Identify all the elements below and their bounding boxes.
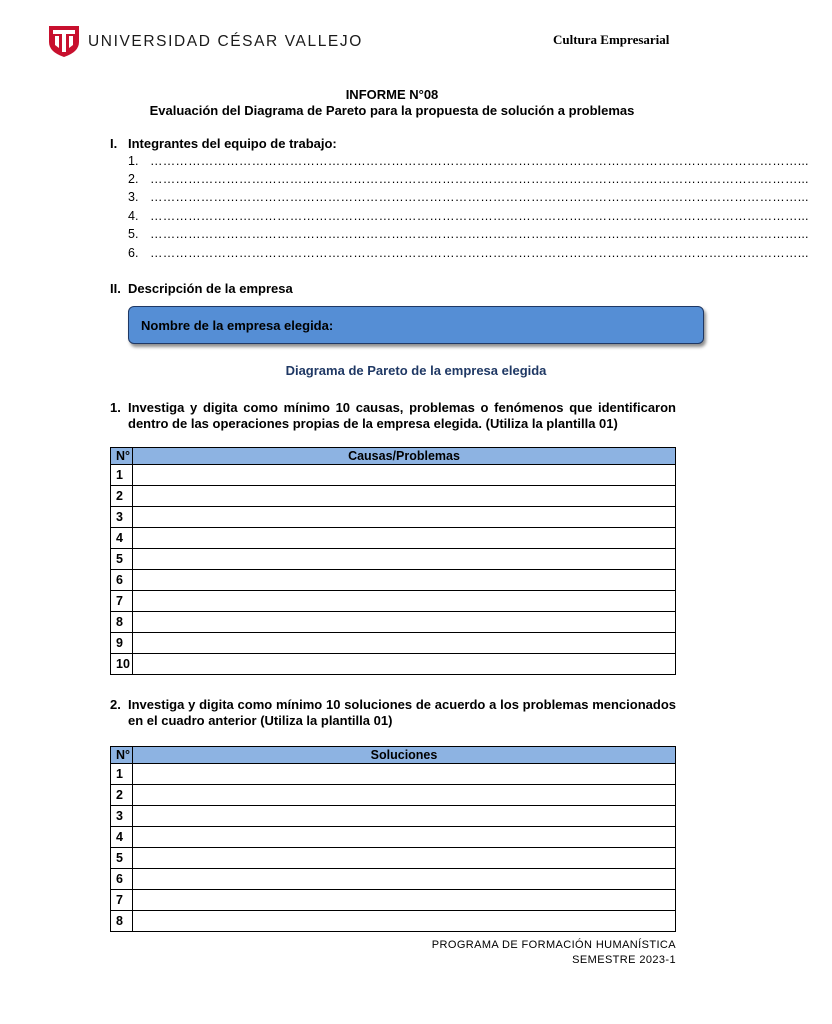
- row-number: 7: [111, 890, 133, 911]
- university-logo-icon: [48, 24, 80, 58]
- row-entry-cell[interactable]: [133, 806, 676, 827]
- member-number: 2.: [128, 172, 139, 186]
- row-entry-cell[interactable]: [133, 570, 676, 591]
- university-name: UNIVERSIDAD CÉSAR VALLEJO: [88, 33, 363, 50]
- section-numeral: I.: [110, 136, 118, 151]
- row-number: 5: [111, 848, 133, 869]
- table-row: [111, 507, 676, 528]
- footer-program: PROGRAMA DE FORMACIÓN HUMANÍSTICA: [431, 939, 676, 951]
- member-line[interactable]: [128, 227, 809, 241]
- report-subtitle: Evaluación del Diagrama de Pareto para la propuesta de solución a problemas: [149, 103, 635, 118]
- member-line[interactable]: [128, 209, 809, 223]
- row-number: 3: [111, 806, 133, 827]
- member-fill-line[interactable]: ………………………………………………………………………………………………………………………………………...: [150, 246, 809, 260]
- table-row: [111, 827, 676, 848]
- member-fill-line[interactable]: ………………………………………………………………………………………………………………………………………...: [150, 209, 809, 223]
- report-title: INFORME N°08: [345, 87, 439, 102]
- row-entry-cell[interactable]: [133, 890, 676, 911]
- member-line[interactable]: [128, 172, 809, 186]
- row-number: 9: [111, 633, 133, 654]
- row-entry-cell[interactable]: [133, 591, 676, 612]
- member-fill-line[interactable]: ………………………………………………………………………………………………………………………………………...: [150, 154, 809, 168]
- table-row: [111, 848, 676, 869]
- question-number: 2.: [110, 697, 121, 712]
- member-number: 6.: [128, 246, 139, 260]
- table-header-number: N°: [111, 448, 133, 465]
- table-row: [111, 654, 676, 675]
- table-row: [111, 591, 676, 612]
- member-number: 3.: [128, 190, 139, 204]
- question-2: [110, 697, 676, 729]
- row-entry-cell[interactable]: [133, 911, 676, 932]
- row-entry-cell[interactable]: [133, 507, 676, 528]
- row-entry-cell[interactable]: [133, 869, 676, 890]
- member-fill-line[interactable]: ………………………………………………………………………………………………………………………………………...: [150, 172, 809, 186]
- row-entry-cell[interactable]: [133, 528, 676, 549]
- table-row: [111, 465, 676, 486]
- table-row: [111, 549, 676, 570]
- table-row: [111, 633, 676, 654]
- table-row: [111, 528, 676, 549]
- row-entry-cell[interactable]: [133, 549, 676, 570]
- question-1: [110, 400, 676, 432]
- row-number: 7: [111, 591, 133, 612]
- footer-semester: SEMESTRE 2023-1: [572, 954, 676, 966]
- row-entry-cell[interactable]: [133, 633, 676, 654]
- row-number: 5: [111, 549, 133, 570]
- member-number: 4.: [128, 209, 139, 223]
- section-numeral: II.: [110, 281, 121, 296]
- table-header-causes: Causas/Problemas: [133, 448, 676, 465]
- row-entry-cell[interactable]: [133, 465, 676, 486]
- row-number: 1: [111, 764, 133, 785]
- question-text: Investiga y digita como mínimo 10 causas, problemas o fenómenos que identificaron dentro de las operaciones propias de la empresa elegida. (Utiliza la plantilla 01): [128, 400, 676, 431]
- row-entry-cell[interactable]: [133, 612, 676, 633]
- row-entry-cell[interactable]: [133, 486, 676, 507]
- section-title: Integrantes del equipo de trabajo:: [128, 136, 337, 151]
- question-text: Investiga y digita como mínimo 10 soluciones de acuerdo a los problemas mencionados en el cuadro anterior (Utiliza la plantilla 01): [128, 697, 676, 728]
- row-number: 8: [111, 911, 133, 932]
- row-number: 4: [111, 827, 133, 848]
- member-line[interactable]: [128, 154, 809, 168]
- row-number: 3: [111, 507, 133, 528]
- member-number: 1.: [128, 154, 139, 168]
- row-number: 6: [111, 570, 133, 591]
- row-number: 2: [111, 785, 133, 806]
- member-line[interactable]: [128, 246, 809, 260]
- row-number: 4: [111, 528, 133, 549]
- solutions-table: [110, 746, 676, 932]
- row-entry-cell[interactable]: [133, 785, 676, 806]
- row-entry-cell[interactable]: [133, 827, 676, 848]
- table-row: [111, 570, 676, 591]
- row-number: 6: [111, 869, 133, 890]
- member-fill-line[interactable]: ………………………………………………………………………………………………………………………………………...: [150, 227, 809, 241]
- causes-table: [110, 447, 676, 675]
- table-header-solutions: Soluciones: [133, 747, 676, 764]
- pareto-title: Diagrama de Pareto de la empresa elegida: [285, 363, 547, 378]
- course-name: Cultura Empresarial: [553, 32, 670, 47]
- table-row: [111, 486, 676, 507]
- table-row: [111, 869, 676, 890]
- member-fill-line[interactable]: ………………………………………………………………………………………………………………………………………...: [150, 190, 809, 204]
- table-row: [111, 806, 676, 827]
- company-name-box[interactable]: [128, 306, 704, 344]
- section-members-heading: [110, 136, 337, 151]
- section-company-heading: [110, 281, 293, 296]
- row-entry-cell[interactable]: [133, 764, 676, 785]
- table-row: [111, 785, 676, 806]
- row-entry-cell[interactable]: [133, 848, 676, 869]
- row-entry-cell[interactable]: [133, 654, 676, 675]
- row-number: 2: [111, 486, 133, 507]
- table-header-number: N°: [111, 747, 133, 764]
- row-number: 1: [111, 465, 133, 486]
- row-number: 10: [111, 654, 133, 675]
- table-row: [111, 890, 676, 911]
- company-name-label: Nombre de la empresa elegida:: [141, 318, 334, 333]
- table-row: [111, 911, 676, 932]
- section-title: Descripción de la empresa: [128, 281, 293, 296]
- member-number: 5.: [128, 227, 139, 241]
- table-row: [111, 764, 676, 785]
- row-number: 8: [111, 612, 133, 633]
- footer: [432, 938, 676, 968]
- table-row: [111, 612, 676, 633]
- question-number: 1.: [110, 400, 121, 415]
- member-line[interactable]: [128, 190, 809, 204]
